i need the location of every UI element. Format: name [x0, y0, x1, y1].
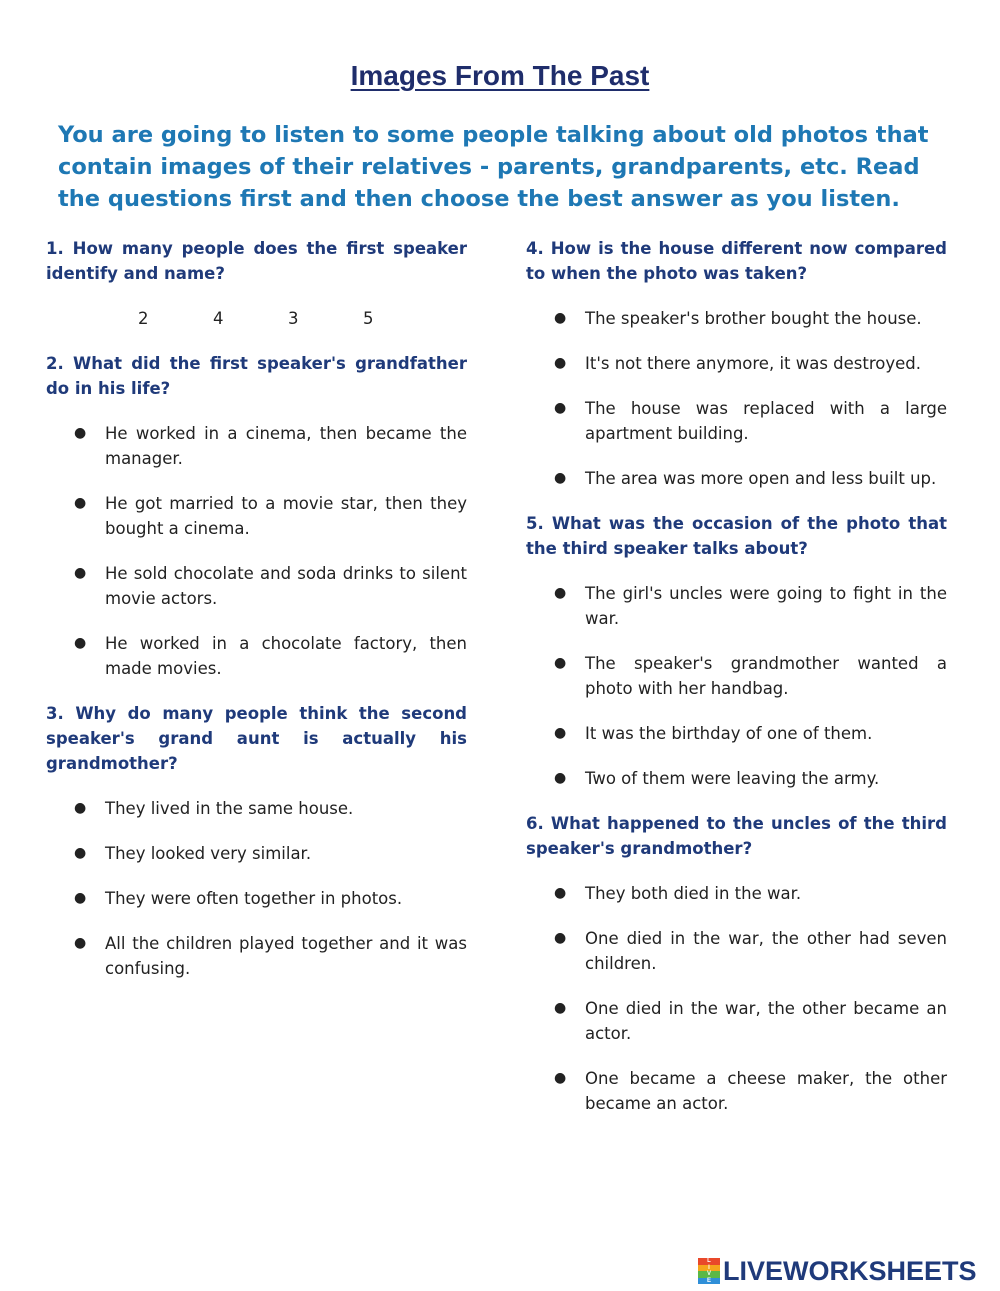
live-badge-icon [698, 1258, 720, 1284]
option-q6-d[interactable] [526, 1066, 947, 1116]
option-text: All the children played together and it was confusing. [105, 934, 467, 978]
bullet-icon: ● [74, 890, 87, 906]
question-4-options [526, 306, 947, 491]
option-text: It was the birthday of one of them. [585, 724, 873, 743]
option-q3-c[interactable] [46, 886, 467, 911]
question-4: 4. How is the house different now compared to when the photo was taken? [526, 239, 947, 283]
page-title: Images From The Past [350, 60, 650, 91]
bullet-icon: ● [74, 845, 87, 861]
option-q4-a[interactable] [526, 306, 947, 331]
question-2: 2. What did the first speaker's grandfather do in his life? [46, 354, 467, 398]
question-2-options [46, 421, 467, 681]
option-q5-d[interactable] [526, 766, 947, 791]
bullet-icon: ● [74, 495, 87, 511]
option-q6-b[interactable] [526, 926, 947, 976]
question-3-options [46, 796, 467, 981]
option-q2-b[interactable] [46, 491, 467, 541]
option-q4-b[interactable] [526, 351, 947, 376]
option-q3-a[interactable] [46, 796, 467, 821]
bullet-icon: ● [74, 635, 87, 651]
bullet-icon: ● [554, 885, 567, 901]
bullet-icon: ● [554, 585, 567, 601]
instructions: You are going to listen to some people talking about old photos that contain images of their relatives - parents, grandparents, etc. Read the questions first and then choose the best answer as you listen. [58, 122, 929, 212]
bullet-icon: ● [74, 425, 87, 441]
logo-text: LIVEWORKSHEETS [723, 1255, 977, 1286]
option-q5-b[interactable] [526, 651, 947, 701]
option-text: They looked very similar. [105, 844, 312, 863]
bullet-icon: ● [554, 310, 567, 326]
option-text: He worked in a cinema, then became the manager. [105, 424, 467, 468]
option-text: They were often together in photos. [105, 889, 403, 908]
option-q6-c[interactable] [526, 996, 947, 1046]
option-text: One died in the war, the other became an actor. [585, 999, 947, 1043]
badge-letter-e: E [698, 1278, 720, 1285]
question-5: 5. What was the occasion of the photo that the third speaker talks about? [526, 514, 947, 558]
option-q2-a[interactable] [46, 421, 467, 471]
bullet-icon: ● [554, 770, 567, 786]
bullet-icon: ● [74, 800, 87, 816]
option-text: One became a cheese maker, the other became an actor. [585, 1069, 947, 1113]
liveworksheets-logo [698, 1255, 977, 1287]
badge-letter-v: V [698, 1271, 720, 1278]
bullet-icon: ● [554, 655, 567, 671]
option-q5-c[interactable] [526, 721, 947, 746]
badge-letter-l: L [698, 1258, 720, 1265]
option-text: He sold chocolate and soda drinks to silent movie actors. [105, 564, 467, 608]
bullet-icon: ● [554, 930, 567, 946]
option-text: He worked in a chocolate factory, then made movies. [105, 634, 467, 678]
right-column [526, 236, 947, 1136]
option-text: The speaker's brother bought the house. [585, 309, 922, 328]
option-text: They both died in the war. [585, 884, 802, 903]
option-text: They lived in the same house. [105, 799, 354, 818]
option-q2-c[interactable] [46, 561, 467, 611]
left-column [46, 236, 467, 1001]
option-q3-b[interactable] [46, 841, 467, 866]
bullet-icon: ● [554, 1000, 567, 1016]
option-q6-a[interactable] [526, 881, 947, 906]
bullet-icon: ● [74, 935, 87, 951]
option-q1-b[interactable]: 4 [213, 309, 224, 328]
question-5-options [526, 581, 947, 791]
option-text: Two of them were leaving the army. [585, 769, 880, 788]
question-6-options [526, 881, 947, 1116]
option-q3-d[interactable] [46, 931, 467, 981]
bullet-icon: ● [554, 470, 567, 486]
option-text: One died in the war, the other had seven children. [585, 929, 947, 973]
question-3: 3. Why do many people think the second speaker's grand aunt is actually his grandmother? [46, 704, 467, 773]
option-text: He got married to a movie star, then they bought a cinema. [105, 494, 467, 538]
bullet-icon: ● [554, 355, 567, 371]
bullet-icon: ● [554, 1070, 567, 1086]
option-text: The house was replaced with a large apartment building. [585, 399, 947, 443]
badge-letter-i: I [698, 1265, 720, 1272]
option-text: The area was more open and less built up. [585, 469, 937, 488]
option-q4-c[interactable] [526, 396, 947, 446]
bullet-icon: ● [74, 565, 87, 581]
option-text: The speaker's grandmother wanted a photo with her handbag. [585, 654, 947, 698]
bullet-icon: ● [554, 400, 567, 416]
bullet-icon: ● [554, 725, 567, 741]
option-q1-d[interactable]: 5 [363, 309, 374, 328]
option-text: The girl's uncles were going to fight in the war. [585, 584, 947, 628]
option-q1-c[interactable]: 3 [288, 309, 299, 328]
option-q5-a[interactable] [526, 581, 947, 631]
question-6: 6. What happened to the uncles of the third speaker's grandmother? [526, 814, 947, 858]
option-text: It's not there anymore, it was destroyed. [585, 354, 922, 373]
option-q1-a[interactable]: 2 [138, 309, 149, 328]
option-q2-d[interactable] [46, 631, 467, 681]
question-1-options [46, 306, 467, 331]
option-q4-d[interactable] [526, 466, 947, 491]
question-1: 1. How many people does the first speaker identify and name? [46, 239, 467, 283]
